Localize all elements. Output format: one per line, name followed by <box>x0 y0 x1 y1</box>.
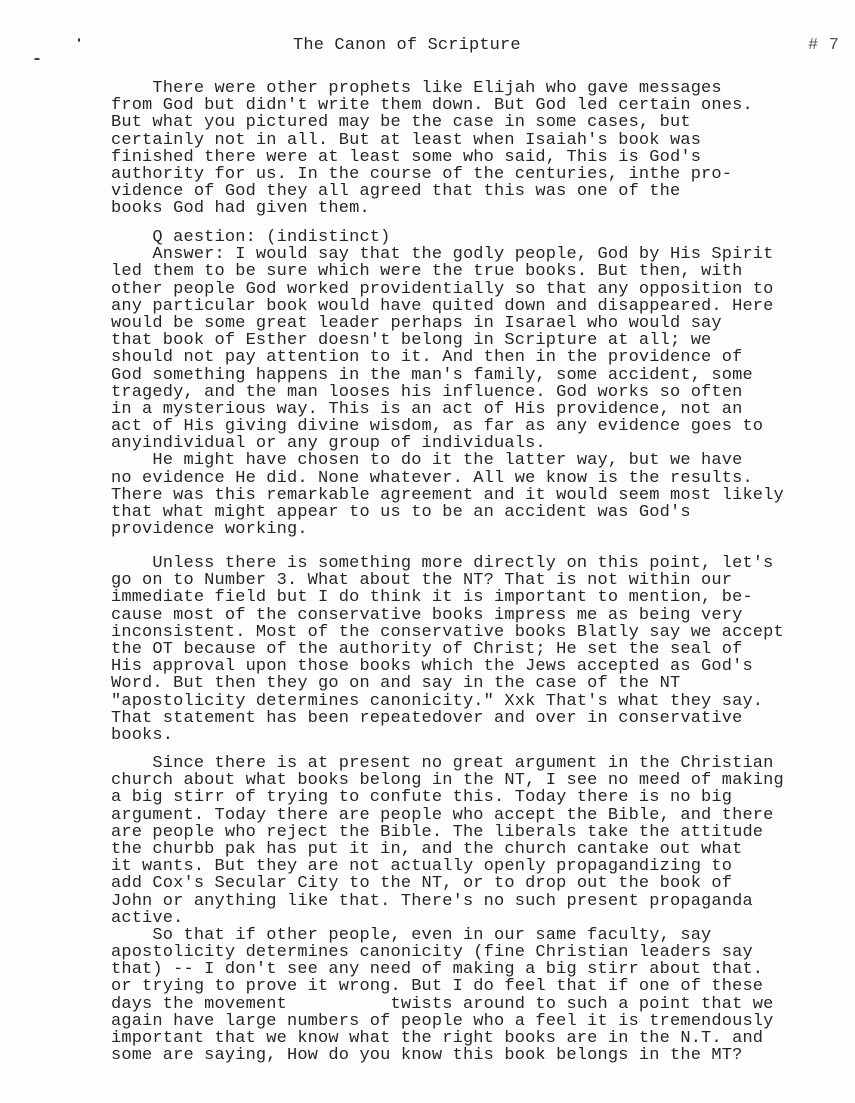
text-line: church about what books belong in the NT, I see no meed of making <box>111 771 784 791</box>
text-line: led them to be sure which were the true books. But then, with <box>111 262 743 282</box>
text-line: a big stirr of trying to confute this. Today there is no big <box>111 788 733 808</box>
paragraph-christian-argument <box>111 755 784 1064</box>
text-line: from God but didn't write them down. But God led certain ones. <box>111 96 753 116</box>
text-line: There was this remarkable agreement and it would seem most likely <box>111 485 784 505</box>
text-line: books. <box>111 725 174 745</box>
text-line: providence working. <box>111 520 308 540</box>
text-line: that) -- I don't see any need of making a big stirr about that. <box>111 960 764 980</box>
text-line: Unless there is something more directly on this point, let's <box>111 554 774 573</box>
text-line: no evidence He did. None whatever. All we know is the results. <box>111 468 753 488</box>
text-line: God something happens in the man's family, some accident, some <box>111 365 753 385</box>
text-line: certainly not in all. But at least when Isaiah's book was <box>111 130 702 150</box>
text-line: important that we know what the right books are in the N.T. and <box>111 1029 764 1048</box>
text-line: the churbb pak has put it in, and the church cantake out what <box>111 839 743 859</box>
text-line: books God had given them. <box>111 199 370 219</box>
text-line: the OT because of the authority of Christ; He set the seal of <box>111 639 743 659</box>
text-line: are people who reject the Bible. The liberals take the attitude <box>111 822 764 842</box>
text-line: tragedy, and the man looses his influence. God works so often <box>111 382 743 402</box>
text-line: other people God worked providentially so that any opposition to <box>111 279 774 299</box>
text-line: would be some great leader perhaps in Isarael who would say <box>111 313 722 333</box>
text-line: Word. But then they go on and say in the case of the NT <box>111 674 681 694</box>
text-line: go on to Number 3. What about the NT? That is not within our <box>111 571 733 591</box>
text-line: But what you pictured may be the case in some cases, but <box>111 113 691 133</box>
text-line: add Cox's Secular City to the NT, or to drop out the book of <box>111 874 733 894</box>
text-line: apostolicity determines canonicity (fine Christian leaders say <box>111 943 753 963</box>
text-line: So that if other people, even in our same faculty, say <box>111 925 712 945</box>
paragraph-question-answer <box>111 229 784 538</box>
text-line: cause most of the conservative books impress me as being very <box>111 605 743 625</box>
text-line: inconsistent. Most of the conservative books Blatly say we accept <box>111 622 784 642</box>
text-line: His approval upon those books which the Jews accepted as God's <box>111 657 753 677</box>
text-line: He might have chosen to do it the latter way, but we have <box>111 451 743 471</box>
text-line: anyindividual or any group of individuals. <box>111 434 546 454</box>
page-number: # 7 <box>808 36 840 55</box>
text-line: again have large numbers of people who a feel it is tremendously <box>111 1011 774 1031</box>
text-line: it wants. But they are not actually openly propagandizing to <box>111 857 733 877</box>
text-line: that what might appear to us to be an accident was God's <box>111 503 691 522</box>
text-line: authority for us. In the course of the centuries, inthe pro- <box>111 164 733 184</box>
ink-speck <box>34 58 40 60</box>
text-line: days the movement twists around to such a point that we <box>111 994 774 1014</box>
text-line: any particular book would have quited down and disappeared. Here <box>111 296 774 316</box>
text-line: Q aestion: (indistinct) <box>111 228 391 247</box>
text-line: some are saying, How do you know this book belongs in the MT? <box>111 1046 743 1066</box>
text-line: There were other prophets like Elijah who gave messages <box>111 79 722 98</box>
paragraph-new-testament <box>111 555 784 744</box>
page-title: The Canon of Scripture <box>293 36 521 55</box>
text-line: in a mysterious way. This is an act of His providence, not an <box>111 399 743 419</box>
text-line: argument. Today there are people who accept the Bible, and there <box>111 805 774 825</box>
text-line: Since there is at present no great argument in the Christian <box>111 754 774 773</box>
text-line: act of His giving divine wisdom, as far as any evidence goes to <box>111 417 764 437</box>
text-line: or trying to prove it wrong. But I do feel that if one of these <box>111 977 764 997</box>
text-line: finished there were at least some who said, This is God's <box>111 147 702 167</box>
text-line: immediate field but I do think it is important to mention, be- <box>111 588 753 608</box>
paragraph-prophets <box>111 80 753 218</box>
text-line: should not pay attention to it. And then in the providence of <box>111 348 743 368</box>
text-line: that book of Esther doesn't belong in Scripture at all; we <box>111 331 712 351</box>
text-line: That statement has been repeatedover and over in conservative <box>111 708 743 728</box>
text-line: John or anything like that. There's no such present propaganda <box>111 891 753 911</box>
text-line: Answer: I would say that the godly people, God by His Spirit <box>111 245 774 265</box>
text-line: active. <box>111 908 184 928</box>
text-line: vidence of God they all agreed that this was one of the <box>111 182 681 202</box>
text-line: "apostolicity determines canonicity." Xxk That's what they say. <box>111 691 764 711</box>
ink-speck <box>78 38 80 42</box>
